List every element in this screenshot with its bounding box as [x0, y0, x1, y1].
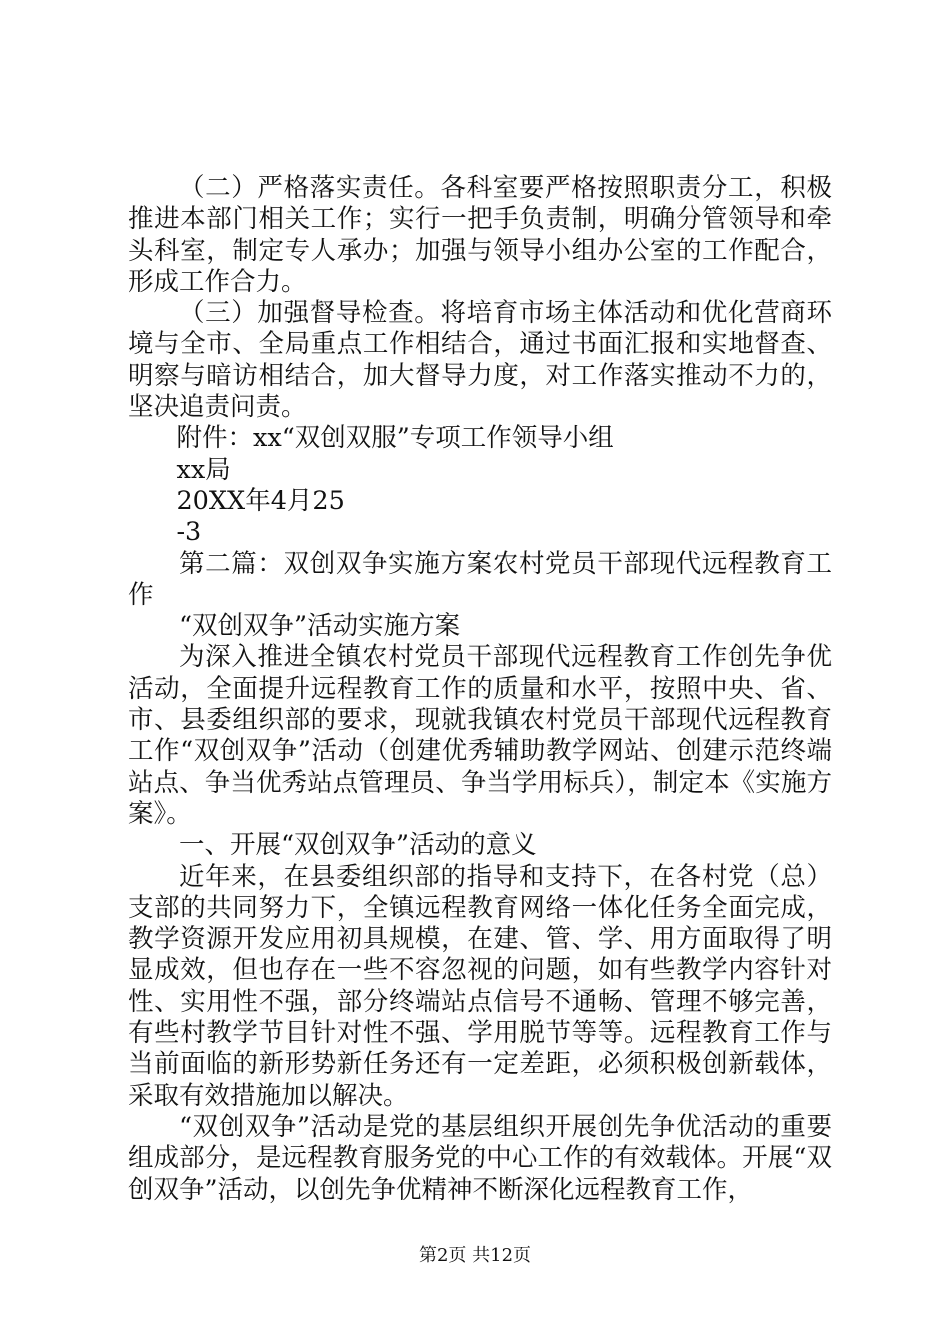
page-marker-line: -3 — [176, 517, 202, 548]
issuer-line: xx局 — [176, 454, 231, 485]
paragraph-supervision: （三）加强督导检查。将培育市场主体活动和优化营商环境与全市、全局重点工作相结合，通过书面汇报和实地督查、明察与暗访相结合，加大督导力度，对工作落实推动不力的，坚决追责问责。 — [128, 298, 832, 423]
attachment-line: 附件：xx“双创双服”专项工作领导小组 — [176, 423, 614, 454]
date-line: 20XX年4月25 — [176, 485, 345, 516]
plan-title: “双创双争”活动实施方案 — [179, 611, 461, 642]
document-body — [128, 173, 832, 1206]
page-footer — [0, 1244, 950, 1268]
paragraph-activity-importance: “双创双争”活动是党的基层组织开展创先争优活动的重要组成部分，是远程教育服务党的中心工作的有效载体。开展“双创双争”活动，以创先争优精神不断深化远程教育工作， — [128, 1111, 832, 1205]
heading-significance: 一、开展“双创双争”活动的意义 — [179, 830, 537, 861]
page-number-label: 第2页 共12页 — [418, 1245, 532, 1266]
paragraph-introduction: 为深入推进全镇农村党员干部现代远程教育工作创先争优活动，全面提升远程教育工作的质量和水平，按照中央、省、市、县委组织部的要求，现就我镇农村党员干部现代远程教育工作“双创双争”活动（创建优秀辅助教学网站、创建示范终端站点、争当优秀站点管理员、争当学用标兵），制定本《实施方案》。 — [128, 642, 832, 829]
paragraph-background: 近年来，在县委组织部的指导和支持下，在各村党（总）支部的共同努力下，全镇远程教育网络一体化任务全面完成，教学资源开发应用初具规模，在建、管、学、用方面取得了明显成效，但也存在一些不容忽视的问题，如有些教学内容针对性、实用性不强，部分终端站点信号不通畅、管理不够完善，有些村教学节目针对性不强、学用脱节等等。远程教育工作与当前面临的新形势新任务还有一定差距，必须积极创新载体，采取有效措施加以解决。 — [128, 861, 832, 1111]
section-heading-part-two: 第二篇：双创双争实施方案农村党员干部现代远程教育工作 — [128, 548, 832, 610]
paragraph-responsibility: （二）严格落实责任。各科室要严格按照职责分工，积极推进本部门相关工作；实行一把手负责制，明确分管领导和牵头科室，制定专人承办；加强与领导小组办公室的工作配合，形成工作合力。 — [128, 173, 832, 297]
